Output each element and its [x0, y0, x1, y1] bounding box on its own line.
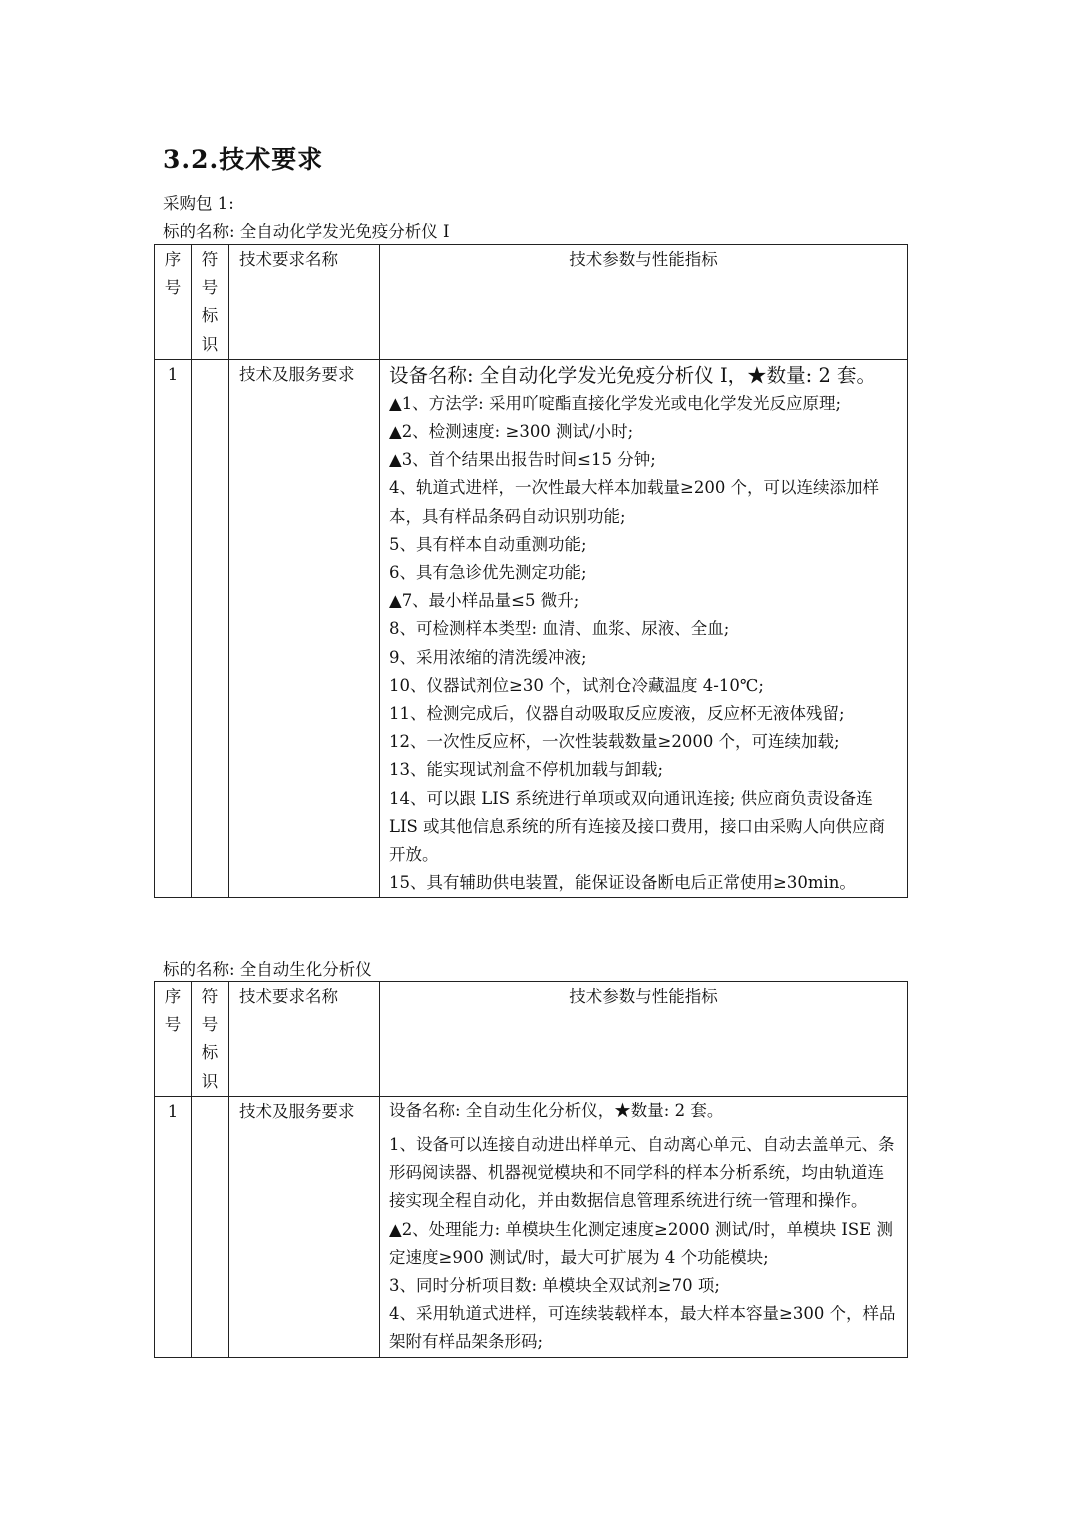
header-params: 技术参数与性能指标: [380, 245, 908, 360]
list-item: 8、可检测样本类型: 血清、血浆、尿液、全血;: [389, 619, 730, 639]
header-req-name: 技术要求名称: [229, 245, 380, 360]
header-symbol: 符 号 标 识: [192, 982, 229, 1097]
list-item: 6、具有急诊优先测定功能;: [389, 563, 587, 583]
row-intro: 设备名称: 全自动化学发光免疫分析仪 I，★数量: 2 套。: [389, 363, 877, 387]
list-item: 1、设备可以连接自动进出样单元、自动离心单元、自动去盖单元、条形码阅读器、机器视觉模块和不同学科的样本分析系统，均由轨道连接实现全程自动化，并由数据信息管理系统进行统一管理和操作。: [389, 1135, 895, 1211]
list-item: 3、同时分析项目数: 单模块全双试剂≥70 项;: [389, 1276, 720, 1296]
list-item: 5、具有样本自动重测功能;: [389, 534, 587, 554]
list-item: ▲2、检测速度: ≥300 测试/小时;: [389, 422, 634, 442]
list-item: ▲7、最小样品量≤5 微升;: [389, 591, 580, 611]
table-header-row: [155, 982, 908, 1097]
list-item: 4、轨道式进样，一次性最大样本加载量≥200 个，可以连续添加样本，具有样品条码自动识别功能;: [389, 478, 880, 526]
lot2-spec-table: [154, 981, 908, 1358]
list-item: 15、具有辅助供电装置，能保证设备断电后正常使用≥30min。: [389, 873, 856, 893]
row-params: [380, 1096, 908, 1357]
header-symbol: 符 号 标 识: [192, 245, 229, 360]
lot1-spec-table: [154, 244, 908, 898]
list-item: 12、一次性反应杯，一次性装载数量≥2000 个，可连续加载;: [389, 732, 840, 752]
list-item: ▲1、方法学: 采用吖啶酯直接化学发光或电化学发光反应原理;: [389, 393, 842, 413]
list-item: 10、仪器试剂位≥30 个，试剂仓冷藏温度 4-10℃;: [389, 675, 764, 695]
lot2-name-label: 标的名称: 全自动生化分析仪: [163, 960, 372, 979]
list-item: ▲3、首个结果出报告时间≤15 分钟;: [389, 450, 656, 470]
table-row: [155, 359, 908, 898]
package-label: 采购包 1:: [163, 194, 234, 213]
header-params: 技术参数与性能指标: [380, 982, 908, 1097]
row-seq: 1: [155, 1096, 192, 1357]
section-heading: 3.2.技术要求: [163, 145, 324, 174]
list-item: 4、采用轨道式进样，可连续装载样本，最大样本容量≥300 个，样品架附有样品架条形码;: [389, 1304, 896, 1352]
row-req-name: 技术及服务要求: [229, 1096, 380, 1357]
list-item: 11、检测完成后，仪器自动吸取反应废液，反应杯无液体残留;: [389, 704, 845, 724]
table-header-row: [155, 245, 908, 360]
list-item: 13、能实现试剂盒不停机加载与卸载;: [389, 760, 664, 780]
table-row: [155, 1096, 908, 1357]
row-seq: 1: [155, 359, 192, 898]
row-symbol: [192, 1096, 229, 1357]
lot1-name-label: 标的名称: 全自动化学发光免疫分析仪 I: [163, 222, 450, 241]
row-symbol: [192, 359, 229, 898]
list-item: 14、可以跟 LIS 系统进行单项或双向通讯连接; 供应商负责设备连 LIS 或其他信息系统的所有连接及接口费用，接口由采购人向供应商开放。: [389, 788, 886, 865]
row-req-name: 技术及服务要求: [229, 359, 380, 898]
header-req-name: 技术要求名称: [229, 982, 380, 1097]
header-seq: 序 号: [155, 982, 192, 1097]
header-seq: 序 号: [155, 245, 192, 360]
list-item: ▲2、处理能力: 单模块生化测定速度≥2000 测试/时，单模块 ISE 测定速度≥900 测试/时，最大可扩展为 4 个功能模块;: [389, 1219, 893, 1267]
row-params: [380, 359, 908, 898]
list-item: 9、采用浓缩的清洗缓冲液;: [389, 647, 587, 667]
row-intro: 设备名称: 全自动生化分析仪，★数量: 2 套。: [389, 1100, 724, 1120]
